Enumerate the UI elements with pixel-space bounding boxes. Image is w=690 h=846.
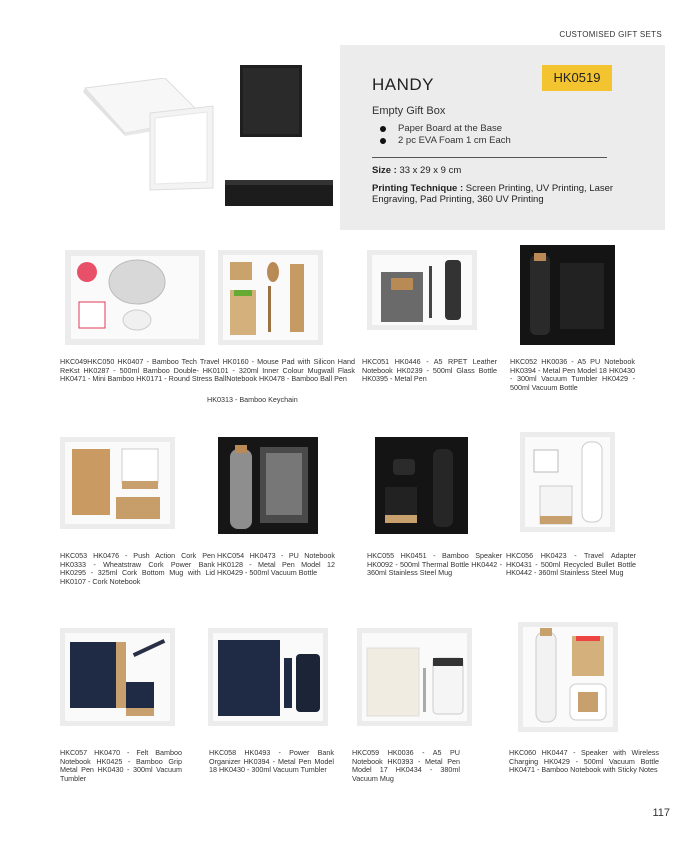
printing-label: Printing Technique : bbox=[372, 183, 464, 194]
product-subtitle: Empty Gift Box bbox=[372, 105, 446, 117]
section-label: CUSTOMISED GIFT SETS bbox=[559, 30, 662, 39]
feature-list bbox=[380, 123, 511, 147]
gift-set-photo-hkc059 bbox=[357, 628, 472, 726]
gift-set-photo-hkc052 bbox=[520, 245, 615, 345]
size-value: 33 x 29 x 9 cm bbox=[396, 165, 462, 176]
gift-set-photo-hkc057 bbox=[60, 628, 175, 726]
product-description: HKC052 HK0036 - A5 PU Notebook HK0394 - Metal Pen Model 18 HK0430 - 300ml Vacuum Tumbler HK0429 - 500ml Vacuum Bottle bbox=[510, 357, 635, 392]
gift-set-photo-hkc049 bbox=[65, 250, 205, 345]
size-line bbox=[372, 165, 461, 176]
product-description: HKC055 HK0451 - Bamboo Speaker HK0092 - 500ml Thermal Bottle HK0442 - 360ml Stainless Steel Mug bbox=[367, 551, 502, 578]
product-description: HKC060 HK0447 - Speaker with Wireless Charging HK0429 - 500ml Vacuum Bottle HK0471 - Bamboo Notebook with Sticky Notes bbox=[509, 748, 659, 775]
divider bbox=[372, 157, 607, 158]
page-number: 117 bbox=[652, 807, 670, 819]
gift-set-photo-hkc050 bbox=[218, 250, 323, 345]
product-code-badge: HK0519 bbox=[542, 65, 612, 91]
size-label: Size : bbox=[372, 165, 397, 176]
gift-set-photo-hkc054 bbox=[218, 437, 318, 534]
gift-set-photo-hkc055 bbox=[375, 437, 468, 534]
product-description: HK0313 - Bamboo Keychain bbox=[207, 395, 298, 404]
gift-set-photo-hkc051 bbox=[367, 250, 477, 330]
gift-set-photo-hkc058 bbox=[208, 628, 328, 726]
feature-item: 2 pc EVA Foam 1 cm Each bbox=[380, 135, 511, 147]
product-description: HKC049HKC050 HK0407 - Bamboo Tech Travel HK0160 - Mouse Pad with Silicon Hand ReKst HK0287 - 500ml Bamboo Double- HK0101 - 320ml Inner Colour Mugwall Flask HK0471 - Mini Bamboo HK0171 - Round Stress BallNotebook HK0478 - Bamboo Ball Pen bbox=[60, 357, 355, 384]
product-description: HKC058 HK0493 - Power Bank Organizer HK0394 - Metal Pen Model 18 HK0430 - 300ml Vacuum Tumbler bbox=[209, 748, 334, 775]
gift-set-photo-hkc053 bbox=[60, 437, 175, 529]
black-gift-box-image bbox=[225, 62, 335, 212]
gift-set-photo-hkc056 bbox=[520, 432, 615, 532]
product-description: HKC057 HK0470 - Felt Bamboo Notebook HK0425 - Bamboo Grip Metal Pen HK0430 - 300ml Vacuum Tumbler bbox=[60, 748, 182, 783]
product-info-panel bbox=[340, 45, 665, 230]
printing-value: Screen Printing, UV Printing, Laser Engraving, Pad Printing, 360 UV Printing bbox=[372, 183, 614, 205]
product-description: HKC054 HK0473 - PU Notebook HK0128 - Metal Pen Model 12 HK0429 - 500ml Vacuum Bottle bbox=[217, 551, 335, 578]
printing-line bbox=[372, 183, 642, 205]
product-description: HKC056 HK0423 - Travel Adapter HK0431 - 500ml Recycled Bullet Bottle HK0442 - 360ml Stainless Steel Mug bbox=[506, 551, 636, 578]
product-description: HKC051 HK0446 - A5 RPET Leather Notebook HK0239 - 500ml Glass Bottle HK0395 - Metal Pen bbox=[362, 357, 497, 384]
product-description: HKC059 HK0036 - A5 PU Notebook HK0393 - Metal Pen Model 17 HK0434 - 380ml Vacuum Mug bbox=[352, 748, 460, 783]
feature-item: Paper Board at the Base bbox=[380, 123, 511, 135]
gift-set-photo-hkc060 bbox=[518, 622, 618, 732]
product-title: HANDY bbox=[372, 75, 435, 94]
white-gift-box-image bbox=[55, 78, 215, 193]
product-description: HKC053 HK0476 - Push Action Cork Pen HK0333 - Wheatstraw Cork Power Bank HK0295 - 325ml Cork Bottom Mug with Lid HK0107 - Cork Notebook bbox=[60, 551, 215, 586]
